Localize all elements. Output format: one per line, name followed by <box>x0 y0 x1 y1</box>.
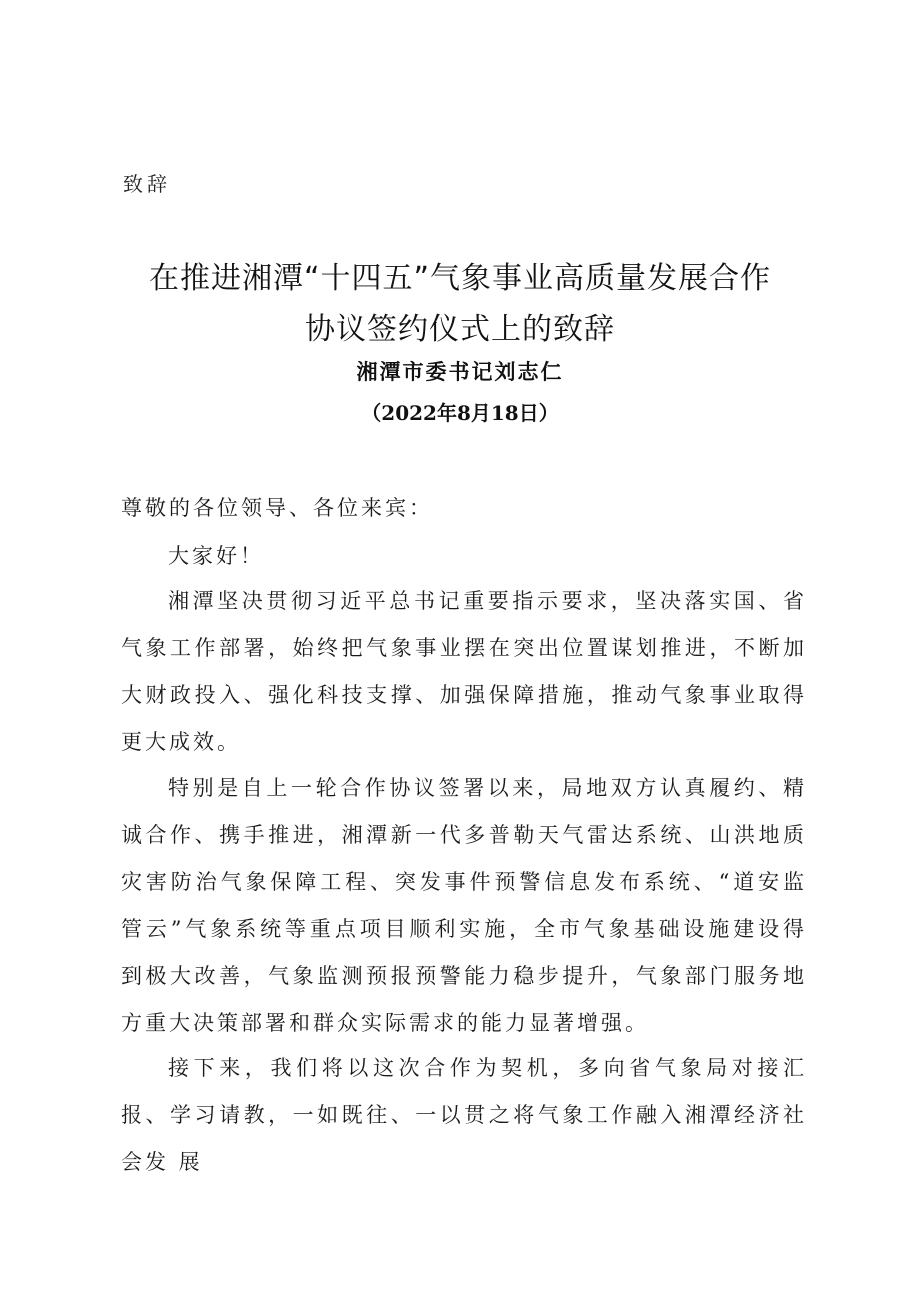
document-type-label: 致辞 <box>123 172 171 196</box>
date-line: （2022年8月18日） <box>361 401 559 425</box>
title-line-2: 协议签约仪式上的致辞 <box>305 312 615 347</box>
greeting: 大家好！ <box>168 544 264 568</box>
title-line-1: 在推进湘潭“十四五”气象事业高质量发展合作 <box>148 261 772 296</box>
author-line: 湘潭市委书记刘志仁 <box>356 360 564 384</box>
paragraph: 湘潭坚决贯彻习近平总书记重要指示要求，坚决落实国、省 气象工作部署，始终把气象事业摆在突出位置谋划推进，不断加 大财政投入、强化科技支撑、加强保障措施，推动气象事业取得 更大成效。 <box>121 589 807 754</box>
paragraph: 特别是自上一轮合作协议签署以来，局地双方认真履约、精 诚合作、携手推进，湘潭新一代多普勒天气雷达系统、山洪地质 灾害防治气象保障工程、突发事件预警信息发布系统、“道安监 管云”气象系统等重点项目顺利实施，全市气象基础设施建设得 到极大改善，气象监测预报预警能力稳步提升，气象部门服务地 方重大决策部署和群众实际需求的能力显著增强。 <box>121 776 807 1035</box>
salutation: 尊敬的各位领导、各位来宾： <box>121 496 433 520</box>
paragraph: 接下来，我们将以这次合作为契机，多向省气象局对接汇报、学习请教，一如既往、一以贯之将气象工作融入湘潭经济社会发 展 <box>121 1056 807 1174</box>
